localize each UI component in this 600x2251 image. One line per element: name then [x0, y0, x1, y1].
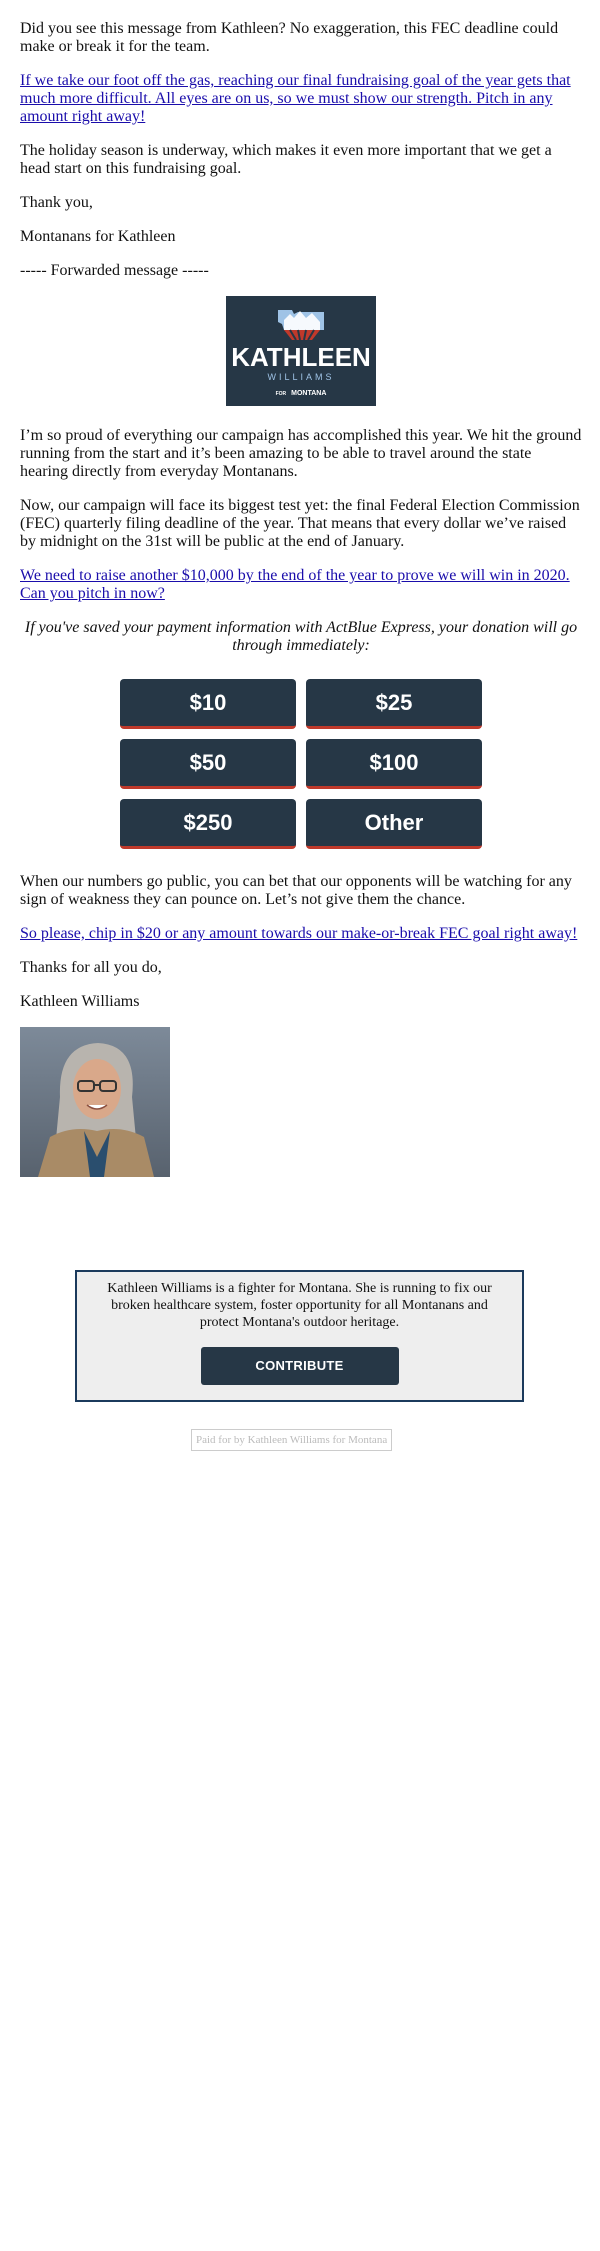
holiday-paragraph: The holiday season is underway, which makes it even more important that we get a head start on this fundraising goal. [20, 142, 552, 177]
signature-name: Kathleen Williams [20, 993, 140, 1010]
thank-you-text: Thank you, [20, 194, 93, 211]
actblue-express-note: If you've saved your payment information with ActBlue Express, your donation will go through immediately: [24, 619, 578, 654]
logo-state: MONTANA [291, 390, 327, 397]
donate-100-button[interactable]: $100 [306, 739, 482, 789]
footer-contribute-box [75, 1270, 524, 1402]
contribute-button[interactable]: CONTRIBUTE [201, 1347, 399, 1385]
donate-other-button[interactable]: Other [306, 799, 482, 849]
svg-text:FOR MONTANA [276, 390, 327, 397]
logo-container [20, 296, 582, 411]
donation-button-grid [120, 679, 482, 849]
pitch-in-link[interactable]: If we take our foot off the gas, reaching our final fundraising goal of the year gets that much more difficult. All eyes are on us, so we must show our strength. Pitch in any amount right away! [20, 72, 571, 125]
footer-blurb: Kathleen Williams is a fighter for Montana. She is running to fix our broken healthcare system, foster opportunity for all Montanans and protect Montana's outdoor heritage. [107, 1281, 492, 1330]
weakness-paragraph: When our numbers go public, you can bet that our opponents will be watching for any sign of weakness they can pounce on. Let’s not give them the chance. [20, 873, 572, 908]
paid-for-disclaimer: Paid for by Kathleen Williams for Montana [191, 1429, 392, 1451]
proud-paragraph: I’m so proud of everything our campaign has accomplished this year. We hit the ground running from the start and it’s been amazing to be able to travel around the state hearing directly from everyday Montanans. [20, 427, 582, 480]
signature-org: Montanans for Kathleen [20, 228, 176, 245]
donate-50-button[interactable]: $50 [120, 739, 296, 789]
thanks-all-text: Thanks for all you do, [20, 959, 162, 976]
campaign-logo[interactable] [226, 296, 376, 406]
portrait-photo [20, 1027, 170, 1177]
test-paragraph: Now, our campaign will face its biggest test yet: the final Federal Election Commission (FEC) quarterly filing deadline of the year. That means that every dollar we’ve raised by midnight on the 31st will be public at the end of January. [20, 497, 580, 550]
email-body [20, 20, 582, 1177]
field-rows-icon [284, 330, 320, 340]
chip-in-link-paragraph [20, 925, 582, 943]
raise-10000-link[interactable]: We need to raise another $10,000 by the end of the year to prove we will win in 2020. Can you pitch in now? [20, 567, 570, 602]
logo-surname: WILLIAMS [267, 372, 335, 382]
donate-250-button[interactable]: $250 [120, 799, 296, 849]
donate-10-button[interactable]: $10 [120, 679, 296, 729]
donate-25-button[interactable]: $25 [306, 679, 482, 729]
raise-link-paragraph [20, 567, 582, 603]
forwarded-divider: ----- Forwarded message ----- [20, 262, 209, 279]
gas-link-paragraph [20, 72, 582, 126]
logo-name: KATHLEEN [231, 342, 371, 372]
logo-graphic [226, 296, 376, 406]
intro-paragraph: Did you see this message from Kathleen? No exaggeration, this FEC deadline could make or break it for the team. [20, 20, 559, 55]
chip-in-20-link[interactable]: So please, chip in $20 or any amount towards our make-or-break FEC goal right away! [20, 925, 578, 942]
logo-for: FOR [275, 391, 287, 397]
